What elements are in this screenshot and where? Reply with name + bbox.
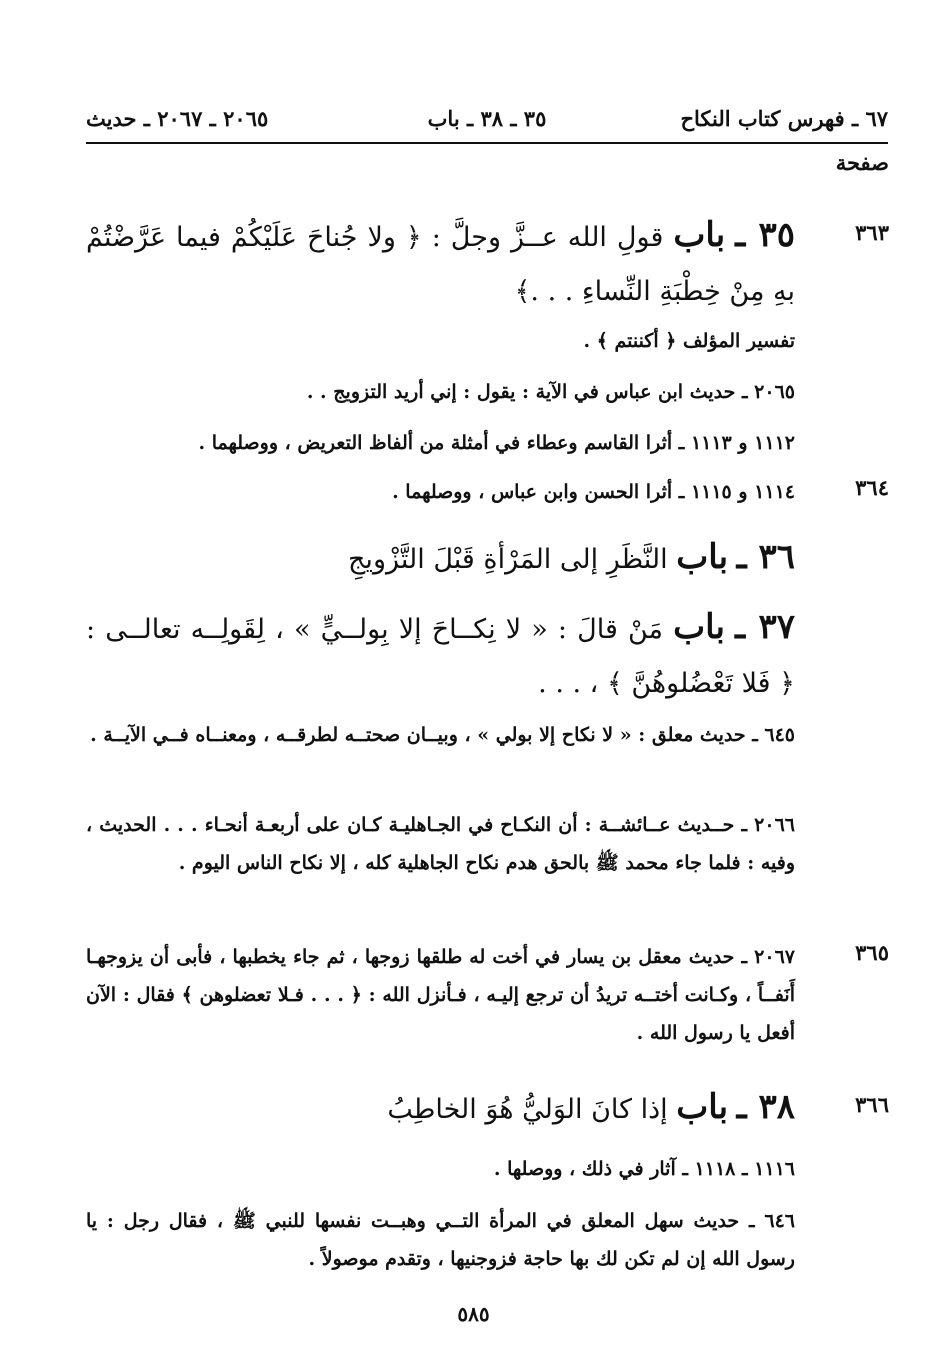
section-number: ٣٨ ـ bbox=[736, 1087, 795, 1127]
index-item: ١١١٤ و ١١١٥ ـ أثرا الحسن وابن عباس ، ووصلهما . bbox=[392, 481, 795, 503]
page-ref: ٣٦٥ bbox=[855, 940, 889, 965]
section-heading bbox=[86, 1080, 795, 1137]
page-ref: ٣٦٣ bbox=[855, 220, 889, 245]
running-header bbox=[86, 104, 888, 144]
index-item: ١١١٢ و ١١١٣ ـ أثرا القاسم وعطاء في أمثلة من ألفاظ التعريض ، ووصلهما . bbox=[198, 432, 795, 454]
section-title: إذا كانَ الوَليُّ هُوَ الخاطِبُ bbox=[387, 1094, 668, 1125]
index-item: ٦٤٥ ـ حديث معلق : « لا نكاح إلا بولي » ، وبيــان صحتــه لطرقــه ، ومعنــاه فــي الآيــة . bbox=[90, 724, 795, 746]
section-number: ٣٧ ـ bbox=[735, 607, 795, 647]
section-heading bbox=[86, 600, 795, 711]
header-hadith-range: ٢٠٦٥ ـ ٢٠٦٧ ـ حديث bbox=[86, 106, 269, 131]
section-keyword: باب bbox=[676, 1087, 729, 1127]
page-number: ٥٨٥ bbox=[457, 1302, 490, 1326]
page-ref: ٣٦٤ bbox=[855, 475, 889, 500]
section-title: مَنْ قالَ : « لا نِكــاحَ إلا بِولــيٍّ » ، لِقَولِــه تعالــى : ﴿ فَلا تَعْضُلوهُنَّ ﴾ ، . . . bbox=[86, 614, 795, 699]
index-item: ٢٠٦٥ ـ حديث ابن عباس في الآية : يقول : إني أريد التزويج . . bbox=[306, 381, 795, 403]
page-ref: ٣٦٦ bbox=[855, 1092, 889, 1117]
section-keyword: باب bbox=[673, 215, 726, 255]
index-item: ١١١٦ ـ ١١١٨ ـ آثار في ذلك ، ووصلها . bbox=[493, 1158, 795, 1180]
header-rule bbox=[86, 142, 888, 144]
section-heading bbox=[86, 208, 795, 319]
section-number: ٣٦ ـ bbox=[736, 537, 795, 577]
index-item: ٢٠٦٧ ـ حديث معقل بن يسار في أخت له طلقها زوجها ، ثم جاء يخطبها ، فأبى أن يزوجهـا أَنَفــاً ، وكـانت أختــه تريدُ أن ترجع إليـه ، فـأنزل الله : ﴿ . . . فـلا تعضلوهن ﴾ فقال : الآن أفعل يا رسول الله . bbox=[86, 946, 795, 1044]
section-keyword: باب bbox=[673, 607, 725, 647]
page-column-label: صفحة bbox=[835, 150, 889, 175]
header-chapter-title: ٦٧ ـ فهرس كتاب النكاح bbox=[680, 106, 888, 131]
index-item: تفسير المؤلف ﴿ أكننتم ﴾ . bbox=[583, 330, 795, 352]
section-title: النَّظَرِ إلى المَرْأةِ قَبْلَ التَّزْويجِ bbox=[348, 544, 668, 575]
index-item: ٦٤٦ ـ حديث سهل المعلق في المرأة التــي وهبــت نفسها للنبي ﷺ ، فقال رجل : يا رسول الله إن لم تكن لك بها حاجة فزوجنيها ، وتقدم موصولاً . bbox=[86, 1210, 795, 1270]
section-keyword: باب bbox=[676, 537, 729, 577]
section-heading bbox=[86, 530, 795, 587]
section-title: قولِ الله عــزَّ وجلَّ : ﴿ ولا جُناحَ عَلَيْكُمْ فيما عَرَّضْتُمْ بهِ مِنْ خِطْبَةِ النِّساءِ . . .﴾ bbox=[86, 222, 795, 307]
index-item: ٢٠٦٦ ـ حــديث عــائشــة : أن النكـاح في الجـاهليـة كـان على أربعـة أنحـاء . . . الحديث ، وفيه : فلما جاء محمد ﷺ بالحق هدم نكاح الجاهلية كله ، إلا نكاح الناس اليوم . bbox=[86, 814, 795, 874]
section-number: ٣٥ ـ bbox=[735, 215, 795, 255]
header-section-range: ٣٥ ـ ٣٨ ـ باب bbox=[427, 106, 547, 131]
index-row-section-35 bbox=[86, 208, 889, 308]
